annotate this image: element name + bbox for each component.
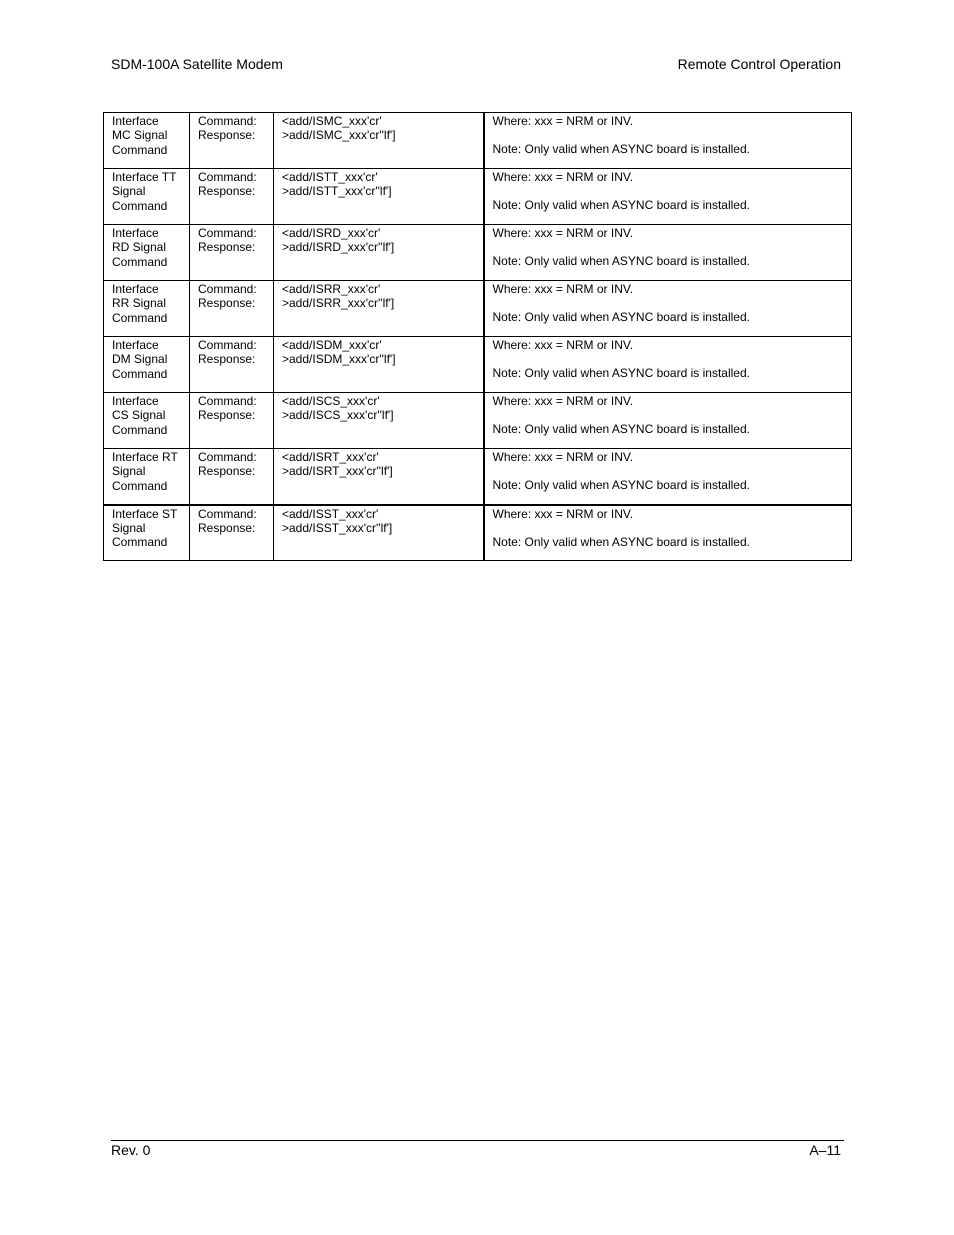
command-table-body xyxy=(104,113,852,561)
table-row xyxy=(104,169,852,225)
command-syntax: <add/ISST_xxx'cr' xyxy=(282,506,379,521)
command-name-line: Signal xyxy=(112,464,146,479)
table-row xyxy=(104,225,852,281)
note-text: Note: Only valid when ASYNC board is installed. xyxy=(492,142,750,157)
command-label: Command: xyxy=(198,506,257,521)
header-section-title: Remote Control Operation xyxy=(677,56,841,72)
header-doc-title: SDM-100A Satellite Modem xyxy=(111,56,283,72)
note-text: Note: Only valid when ASYNC board is installed. xyxy=(492,310,750,325)
command-syntax: <add/ISDM_xxx'cr' xyxy=(282,338,382,352)
command-name-line: RD Signal xyxy=(112,240,167,255)
description-cell xyxy=(484,393,852,449)
command-syntax: <add/ISRR_xxx'cr' xyxy=(282,282,381,296)
description-cell xyxy=(484,449,852,505)
command-name-cell xyxy=(104,505,190,561)
command-name-line: Interface RT xyxy=(112,450,178,464)
command-label: Command: xyxy=(198,226,257,240)
response-label: Response: xyxy=(198,352,256,367)
command-name-cell xyxy=(104,281,190,337)
command-syntax: <add/ISRT_xxx'cr' xyxy=(282,450,379,464)
where-text: Where: xxx = NRM or INV. xyxy=(492,338,634,352)
description-cell xyxy=(484,337,852,393)
command-name-cell xyxy=(104,337,190,393)
command-label: Command: xyxy=(198,114,257,128)
where-text: Where: xxx = NRM or INV. xyxy=(492,114,634,128)
label-cell xyxy=(190,225,274,281)
command-label: Command: xyxy=(198,282,257,296)
response-syntax: >add/ISCS_xxx'cr''lf'] xyxy=(282,408,394,423)
table-row xyxy=(104,113,852,169)
table-row xyxy=(104,281,852,337)
command-name-cell xyxy=(104,393,190,449)
note-text: Note: Only valid when ASYNC board is installed. xyxy=(492,366,750,381)
label-cell xyxy=(190,505,274,561)
command-name-line: RR Signal xyxy=(112,296,167,311)
spacer xyxy=(493,296,848,310)
label-cell xyxy=(190,169,274,225)
command-name-line: Command xyxy=(112,310,168,325)
command-name-line: Command xyxy=(112,366,168,381)
command-syntax: <add/ISCS_xxx'cr' xyxy=(282,394,380,408)
note-text: Note: Only valid when ASYNC board is installed. xyxy=(492,422,750,437)
response-syntax: >add/ISST_xxx'cr''lf'] xyxy=(282,520,393,535)
syntax-cell xyxy=(274,225,484,281)
table-row xyxy=(104,337,852,393)
command-name-line: DM Signal xyxy=(112,352,168,367)
response-syntax: >add/ISMC_xxx'cr''lf'] xyxy=(282,128,396,143)
spacer xyxy=(493,240,848,254)
command-name-line: Command xyxy=(112,142,168,157)
command-name-line: Signal xyxy=(112,520,146,535)
label-cell xyxy=(190,449,274,505)
command-name-line: Interface xyxy=(112,114,159,128)
description-cell xyxy=(484,113,852,169)
spacer xyxy=(493,352,848,366)
command-name-line: Command xyxy=(112,478,168,493)
where-text: Where: xxx = NRM or INV. xyxy=(492,394,634,408)
description-cell xyxy=(484,225,852,281)
table-row xyxy=(104,393,852,449)
syntax-cell xyxy=(274,393,484,449)
spacer xyxy=(493,521,848,535)
footer-divider xyxy=(111,1140,844,1141)
response-syntax: >add/ISRT_xxx'cr''lf'] xyxy=(282,464,393,479)
command-name-cell xyxy=(104,449,190,505)
command-label: Command: xyxy=(198,394,257,408)
note-text: Note: Only valid when ASYNC board is installed. xyxy=(492,254,750,269)
response-label: Response: xyxy=(198,240,256,255)
syntax-cell xyxy=(274,505,484,561)
table-row xyxy=(104,505,852,561)
description-cell xyxy=(484,169,852,225)
response-syntax: >add/ISRD_xxx'cr''lf'] xyxy=(282,240,395,255)
response-syntax: >add/ISDM_xxx'cr''lf'] xyxy=(282,352,396,367)
command-name-line: Command xyxy=(112,535,168,550)
command-name-line: Interface ST xyxy=(112,506,178,521)
syntax-cell xyxy=(274,113,484,169)
command-name-line: Command xyxy=(112,198,168,213)
command-name-cell xyxy=(104,113,190,169)
response-label: Response: xyxy=(198,128,256,143)
where-text: Where: xxx = NRM or INV. xyxy=(492,282,634,296)
command-name-cell xyxy=(104,169,190,225)
description-cell xyxy=(484,505,852,561)
command-syntax: <add/ISTT_xxx'cr' xyxy=(282,170,378,184)
note-text: Note: Only valid when ASYNC board is installed. xyxy=(492,534,750,549)
command-name-line: Interface xyxy=(112,394,159,408)
where-text: Where: xxx = NRM or INV. xyxy=(492,506,634,521)
spacer xyxy=(493,184,848,198)
command-label: Command: xyxy=(198,450,257,464)
note-text: Note: Only valid when ASYNC board is installed. xyxy=(492,478,750,493)
command-name-line: Command xyxy=(112,422,168,437)
table-row xyxy=(104,449,852,505)
command-name-line: Interface xyxy=(112,338,159,352)
command-name-line: Interface TT xyxy=(112,170,177,184)
syntax-cell xyxy=(274,169,484,225)
response-syntax: >add/ISRR_xxx'cr''lf'] xyxy=(282,296,395,311)
command-name-line: Interface xyxy=(112,226,159,240)
note-text: Note: Only valid when ASYNC board is installed. xyxy=(492,198,750,213)
command-label: Command: xyxy=(198,170,257,184)
command-name-line: Command xyxy=(112,254,168,269)
where-text: Where: xxx = NRM or INV. xyxy=(492,450,634,464)
response-syntax: >add/ISTT_xxx'cr''lf'] xyxy=(282,184,392,199)
syntax-cell xyxy=(274,281,484,337)
syntax-cell xyxy=(274,449,484,505)
description-cell xyxy=(484,281,852,337)
footer-revision: Rev. 0 xyxy=(111,1142,151,1158)
command-syntax: <add/ISRD_xxx'cr' xyxy=(282,226,381,240)
response-label: Response: xyxy=(198,184,256,199)
label-cell xyxy=(190,113,274,169)
syntax-cell xyxy=(274,337,484,393)
command-syntax: <add/ISMC_xxx'cr' xyxy=(282,114,382,128)
where-text: Where: xxx = NRM or INV. xyxy=(492,170,634,184)
response-label: Response: xyxy=(198,464,256,479)
command-name-line: Interface xyxy=(112,282,159,296)
spacer xyxy=(493,408,848,422)
label-cell xyxy=(190,281,274,337)
command-name-cell xyxy=(104,225,190,281)
command-label: Command: xyxy=(198,338,257,352)
label-cell xyxy=(190,337,274,393)
response-label: Response: xyxy=(198,408,256,423)
footer-page-number: A–11 xyxy=(809,1142,841,1158)
command-table xyxy=(103,112,852,561)
response-label: Response: xyxy=(198,520,256,535)
response-label: Response: xyxy=(198,296,256,311)
spacer xyxy=(493,464,848,478)
command-name-line: MC Signal xyxy=(112,128,168,143)
label-cell xyxy=(190,393,274,449)
where-text: Where: xxx = NRM or INV. xyxy=(492,226,634,240)
spacer xyxy=(493,128,848,142)
command-name-line: CS Signal xyxy=(112,408,166,423)
command-name-line: Signal xyxy=(112,184,146,199)
